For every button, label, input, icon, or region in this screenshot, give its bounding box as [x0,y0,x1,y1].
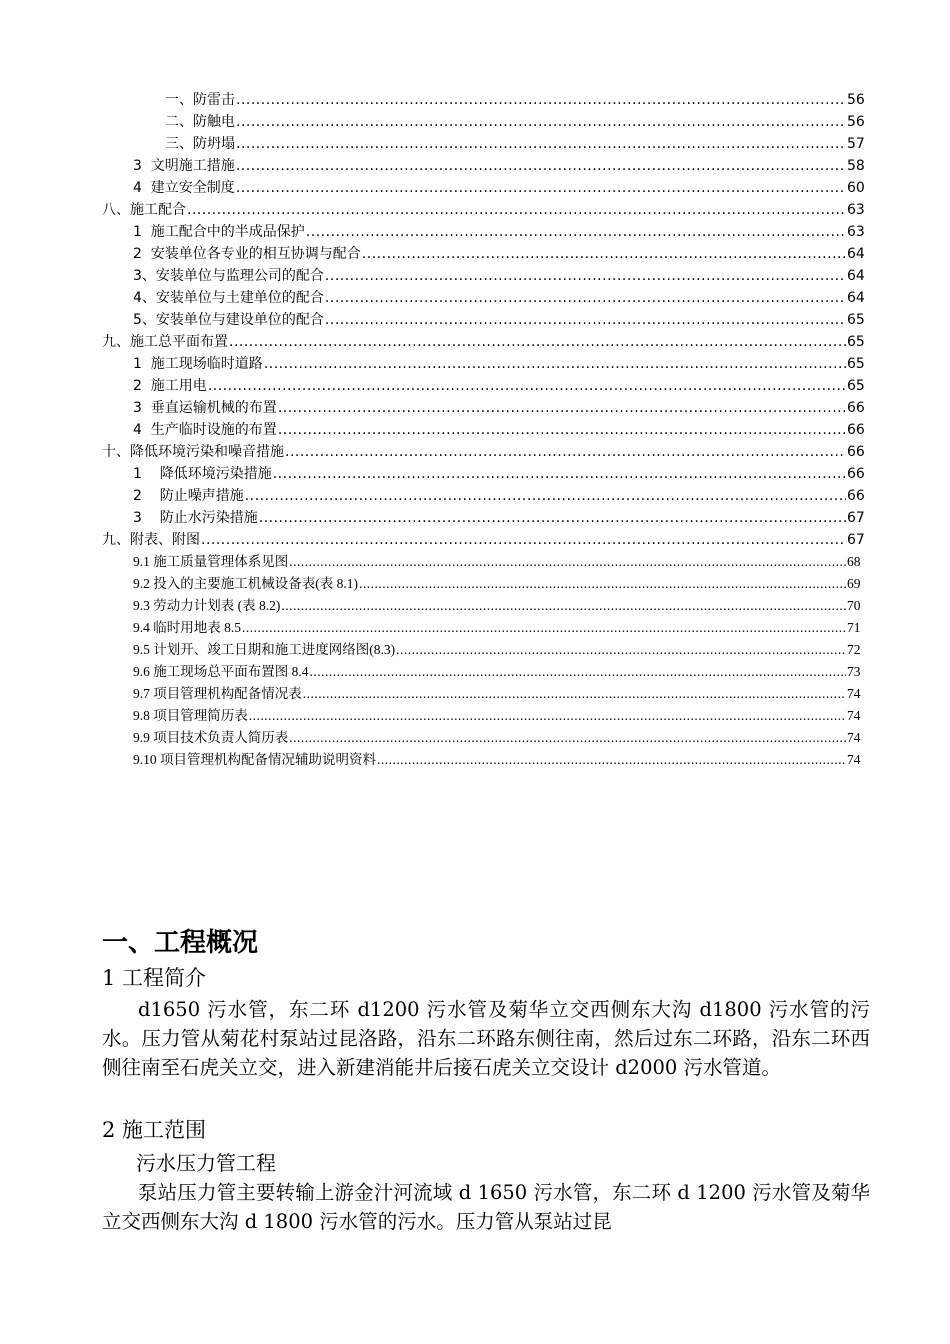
toc-dot-leader [278,397,846,419]
toc-entry[interactable] [0,353,950,375]
toc-entry[interactable] [0,397,950,419]
toc-dot-leader [201,529,846,551]
toc-dot-leader [208,375,846,397]
toc-dot-leader [281,595,846,617]
toc-entry-title: 4 生产临时设施的布置 [133,422,277,438]
toc-dot-leader [325,265,846,287]
toc-dot-leader [259,507,846,529]
toc-entry-title: 9.9 项目技术负责人简历表 [133,730,289,745]
toc-entry-title: 3 垂直运输机械的布置 [133,400,277,416]
toc-dot-leader [242,617,846,639]
toc-entry-page: 57 [847,136,865,152]
toc-dot-leader [362,243,846,265]
toc-entry[interactable] [0,529,950,551]
toc-entry[interactable] [0,441,950,463]
toc-entry-title: 二、防触电 [165,114,235,130]
toc-entry-page: 64 [847,246,865,262]
toc-entry-page: 65 [847,356,865,372]
toc-dot-leader [278,419,846,441]
toc-entry-title: 9.2 投入的主要施工机械设备表(表 8.1) [133,576,358,591]
toc-entry-title: 十、降低环境污染和噪音措施 [102,444,284,460]
toc-entry[interactable] [0,331,950,353]
toc-entry[interactable] [0,485,950,507]
toc-entry[interactable] [0,573,950,595]
toc-dot-leader [285,441,846,463]
toc-entry-page: 70 [847,598,861,613]
toc-entry-page: 64 [847,290,865,306]
toc-entry-page: 72 [847,642,861,657]
toc-entry-page: 74 [847,730,861,745]
toc-entry[interactable] [0,265,950,287]
toc-dot-leader [289,727,846,749]
toc-entry[interactable] [0,463,950,485]
toc-entry-page: 66 [847,466,865,482]
toc-entry-title: 9.5 计划开、竣工日期和施工进度网络图(8.3) [133,642,396,657]
toc-dot-leader [325,309,846,331]
section-heading: 一、工程概况 [102,928,259,958]
toc-entry-page: 63 [847,202,865,218]
toc-entry[interactable] [0,705,950,727]
subsection-heading-1: 1 工程简介 [102,966,207,990]
toc-entry[interactable] [0,749,950,771]
toc-dot-leader [306,221,846,243]
toc-entry-title: 2 防止噪声措施 [133,488,244,504]
toc-dot-leader [249,705,846,727]
toc-dot-leader [236,111,846,133]
subsection-heading-2: 2 施工范围 [102,1118,207,1142]
toc-dot-leader [236,133,846,155]
toc-entry[interactable] [0,661,950,683]
toc-dot-leader [377,749,846,771]
toc-entry[interactable] [0,221,950,243]
toc-entry-title: 1 施工现场临时道路 [133,356,263,372]
toc-entry[interactable] [0,243,950,265]
toc-entry-page: 56 [847,92,865,108]
toc-entry-title: 9.7 项目管理机构配备情况表 [133,686,302,701]
toc-dot-leader [236,155,846,177]
toc-entry-title: 4 建立安全制度 [133,180,235,196]
toc-entry[interactable] [0,89,950,111]
toc-entry-title: 5、安装单位与建设单位的配合 [133,312,324,328]
toc-entry-title: 3 防止水污染措施 [133,510,258,526]
toc-entry-page: 65 [847,378,865,394]
toc-entry-title: 9.6 施工现场总平面布置图 8.4 [133,664,309,679]
toc-entry-page: 56 [847,114,865,130]
toc-entry[interactable] [0,111,950,133]
toc-dot-leader [325,287,846,309]
toc-entry-title: 一、防雷击 [165,92,235,108]
toc-entry-title: 2 施工用电 [133,378,207,394]
toc-entry[interactable] [0,683,950,705]
toc-entry[interactable] [0,727,950,749]
toc-entry-page: 65 [847,334,865,350]
paragraph-intro: d1650 污水管，东二环 d1200 污水管及菊华立交西侧东大沟 d1800 污水管的污水。压力管从菊花村泵站过昆洛路，沿东二环路东侧往南，然后过东二环路，沿东二环西侧往南至石虎关立交，进入新建消能井后接石虎关立交设计 d2000 污水管道。 [102,998,870,1079]
toc-entry-page: 67 [847,510,865,526]
toc-entry[interactable] [0,551,950,573]
toc-entry-title: 三、防坍塌 [165,136,235,152]
toc-entry-page: 60 [847,180,865,196]
toc-entry[interactable] [0,617,950,639]
toc-dot-leader [264,353,846,375]
toc-entry-page: 74 [847,708,861,723]
toc-entry-page: 63 [847,224,865,240]
toc-entry-title: 九、附表、附图 [102,532,200,548]
toc-entry-title: 9.1 施工质量管理体系见图 [133,554,289,569]
toc-dot-leader [236,177,846,199]
toc-entry-title: 4、安装单位与土建单位的配合 [133,290,324,306]
toc-entry-title: 九、施工总平面布置 [102,334,228,350]
toc-entry-page: 74 [847,686,861,701]
table-of-contents [0,89,950,771]
toc-entry-title: 1 施工配合中的半成品保护 [133,224,305,240]
toc-entry-title: 1 降低环境污染措施 [133,466,272,482]
toc-dot-leader [229,331,846,353]
toc-entry[interactable] [0,595,950,617]
toc-dot-leader [359,573,846,595]
toc-dot-leader [273,463,846,485]
toc-entry[interactable] [0,133,950,155]
toc-entry-title: 3 文明施工措施 [133,158,235,174]
sub-label: 污水压力管工程 [136,1151,276,1175]
toc-entry-title: 9.3 劳动力计划表 (表 8.2) [133,598,281,613]
paragraph-scope: 泵站压力管主要转输上游金汁河流域 d 1650 污水管，东二环 d 1200 污水管及菊华立交西侧东大沟 d 1800 污水管的污水。压力管从泵站过昆 [102,1181,870,1233]
toc-dot-leader [245,485,846,507]
toc-entry[interactable] [0,639,950,661]
toc-entry-page: 69 [847,576,861,591]
toc-entry-page: 73 [847,664,861,679]
toc-entry-page: 58 [847,158,865,174]
toc-dot-leader [396,639,846,661]
toc-dot-leader [289,551,846,573]
toc-entry[interactable] [0,155,950,177]
toc-entry[interactable] [0,507,950,529]
toc-entry-page: 66 [847,400,865,416]
toc-entry-page: 66 [847,444,865,460]
toc-entry[interactable] [0,375,950,397]
toc-entry-page: 66 [847,488,865,504]
toc-dot-leader [236,89,846,111]
toc-entry[interactable] [0,419,950,441]
toc-entry[interactable] [0,309,950,331]
toc-entry-page: 74 [847,752,861,767]
toc-entry[interactable] [0,287,950,309]
toc-entry-page: 64 [847,268,865,284]
toc-entry-title: 3、安装单位与监理公司的配合 [133,268,324,284]
toc-entry-title: 9.10 项目管理机构配备情况辅助说明资料 [133,752,376,767]
toc-entry-page: 66 [847,422,865,438]
toc-entry-title: 八、施工配合 [102,202,186,218]
toc-entry[interactable] [0,177,950,199]
toc-entry-title: 2 安装单位各专业的相互协调与配合 [133,246,361,262]
toc-dot-leader [310,661,847,683]
toc-dot-leader [187,199,846,221]
toc-entry-title: 9.8 项目管理简历表 [133,708,248,723]
toc-entry-page: 68 [847,554,861,569]
toc-entry-page: 65 [847,312,865,328]
toc-entry-page: 67 [847,532,865,548]
toc-dot-leader [303,683,846,705]
toc-entry-title: 9.4 临时用地表 8.5 [133,620,241,635]
toc-entry-page: 71 [847,620,861,635]
toc-entry[interactable] [0,199,950,221]
